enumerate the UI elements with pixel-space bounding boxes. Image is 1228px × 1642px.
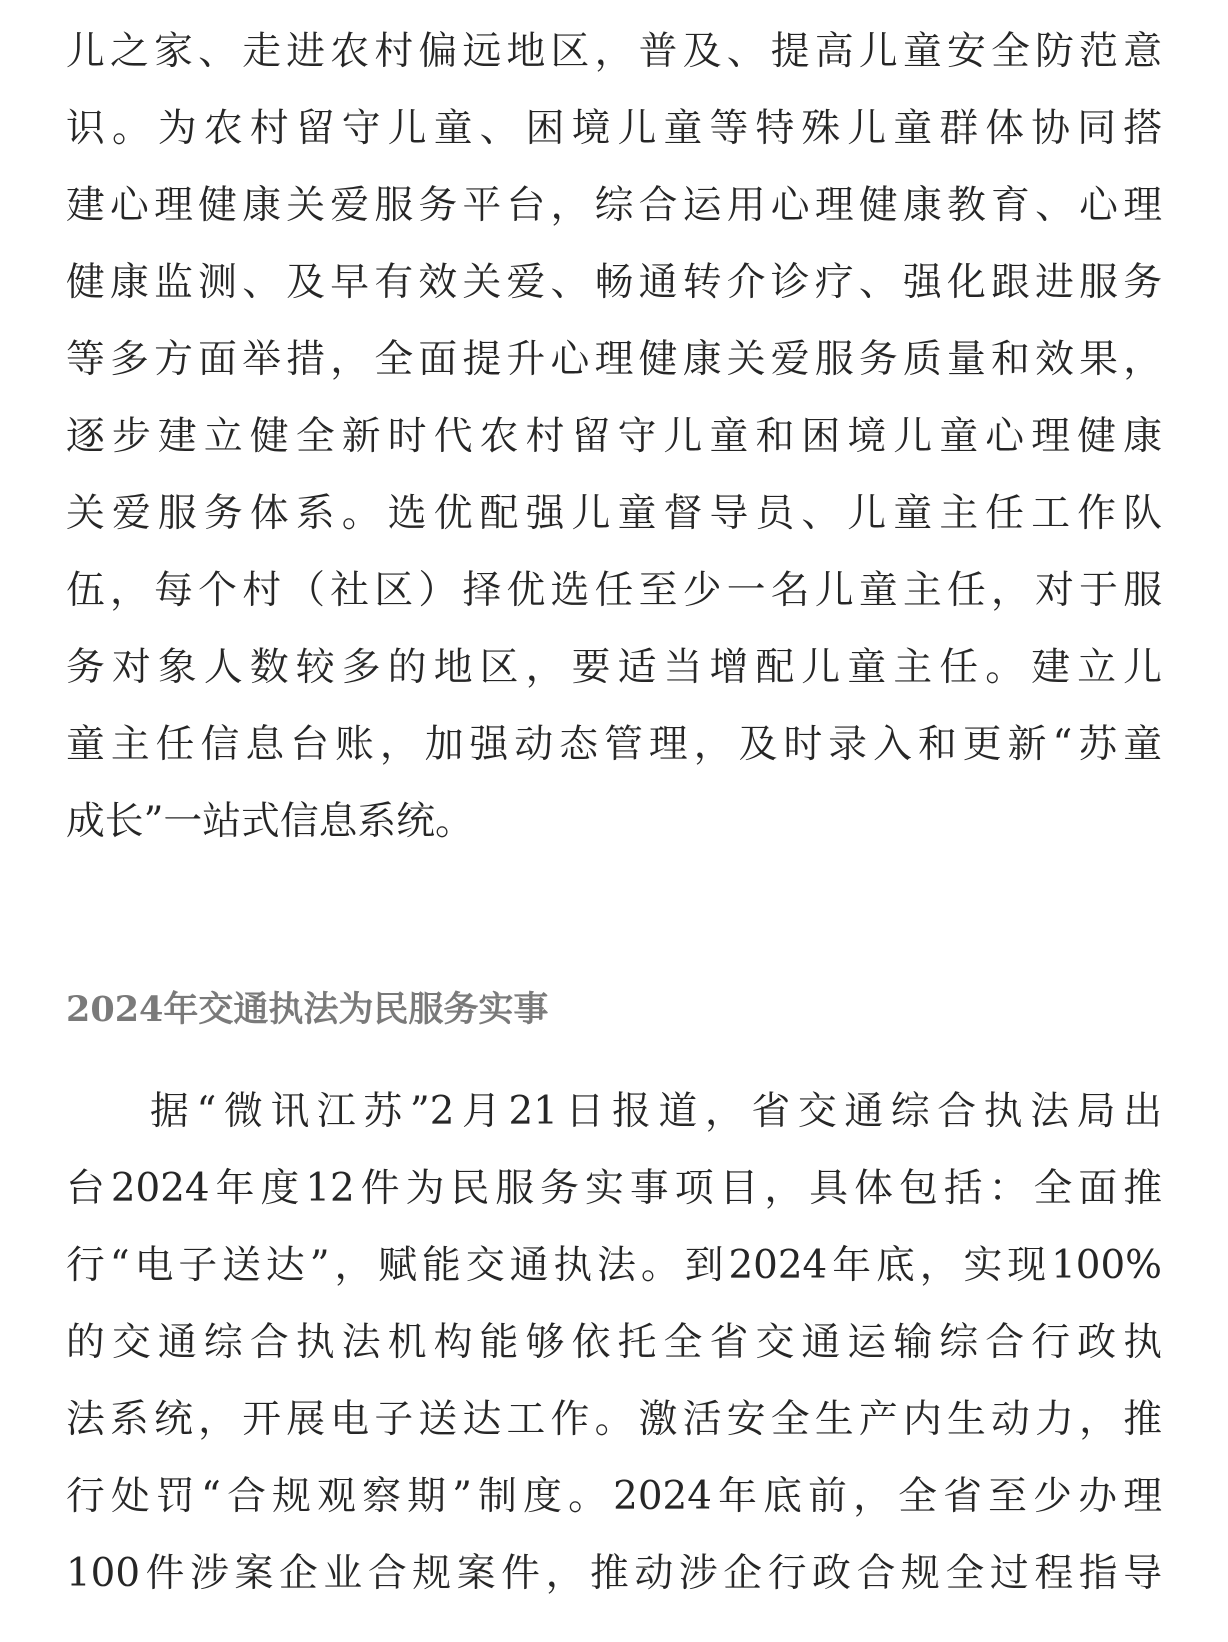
paragraph-line: 行“电子送达”，赋能交通执法。到2024年底，实现100%: [66, 1243, 1162, 1288]
paragraph-line: 成长”一站式信息系统。: [66, 799, 474, 844]
paragraph-line: 识。为农村留守儿童、困境儿童等特殊儿童群体协同搭: [66, 106, 1162, 151]
paragraph-line: 务对象人数较多的地区，要适当增配儿童主任。建立儿: [66, 645, 1162, 690]
paragraph-line: 伍，每个村（社区）择优选任至少一名儿童主任，对于服: [66, 568, 1162, 613]
paragraph-line: 100件涉案企业合规案件，推动涉企行政合规全过程指导: [66, 1551, 1162, 1596]
paragraph-line: 行处罚“合规观察期”制度。2024年底前，全省至少办理: [66, 1474, 1162, 1519]
paragraph-line: 等多方面举措，全面提升心理健康关爱服务质量和效果，: [66, 337, 1162, 382]
paragraph-line: 儿之家、走进农村偏远地区，普及、提高儿童安全防范意: [66, 29, 1162, 74]
paragraph-line: 健康监测、及早有效关爱、畅通转介诊疗、强化跟进服务: [66, 260, 1162, 305]
paragraph-line: 法系统，开展电子送达工作。激活安全生产内生动力，推: [66, 1397, 1162, 1442]
paragraph-line: 逐步建立健全新时代农村留守儿童和困境儿童心理健康: [66, 414, 1162, 459]
paragraph-line: 台2024年度12件为民服务实事项目，具体包括：全面推: [66, 1166, 1162, 1211]
paragraph-line: 据“微讯江苏”2月21日报道，省交通综合执法局出: [150, 1089, 1162, 1134]
paragraph-line: 的交通综合执法机构能够依托全省交通运输综合行政执: [66, 1320, 1162, 1365]
paragraph-line: 童主任信息台账，加强动态管理，及时录入和更新“苏童: [66, 722, 1162, 767]
paragraph-line: 建心理健康关爱服务平台，综合运用心理健康教育、心理: [66, 183, 1162, 228]
paragraph-line: 关爱服务体系。选优配强儿童督导员、儿童主任工作队: [66, 491, 1162, 536]
section-heading: 2024年交通执法为民服务实事: [66, 989, 549, 1030]
